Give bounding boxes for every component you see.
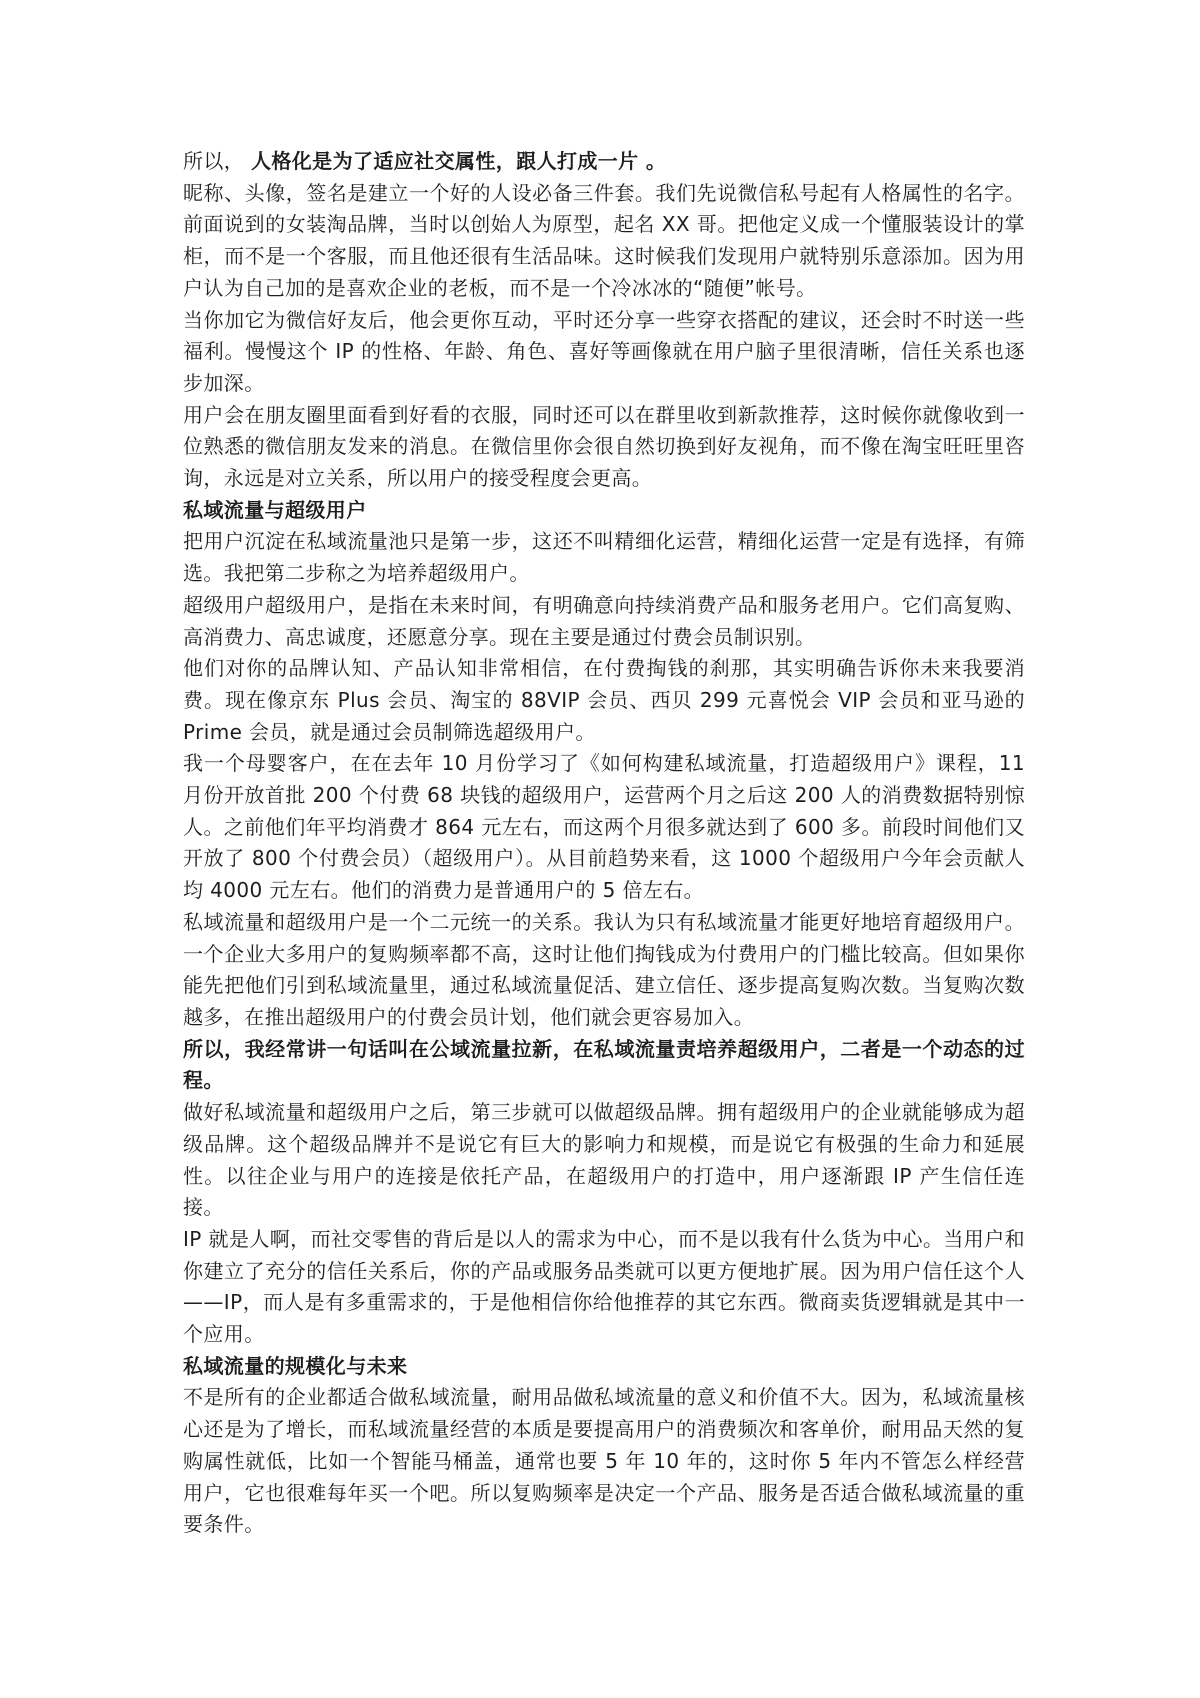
paragraph: IP 就是人啊，而社交零售的背后是以人的需求为中心，而不是以我有什么货为中心。当用户和你建立了充分的信任关系后，你的产品或服务品类就可以更方便地扩展。因为用户信任这个人——IP，而人是有多重需求的，于是他相信你给他推荐的其它东西。微商卖货逻辑就是其中一个应用。: [183, 1226, 1025, 1347]
paragraph: 不是所有的企业都适合做私域流量，耐用品做私域流量的意义和价值不大。因为，私域流量核心还是为了增长，而私域流量经营的本质是要提高用户的消费频次和客单价，耐用品天然的复购属性就低，比如一个智能马桶盖，通常也要 5 年 10 年的，这时你 5 年内不管怎么样经营用户，它也很难每年买一个吧。所以复购频率是决定一个产品、服务是否适合做私域流量的重要条件。: [183, 1385, 1025, 1537]
bold-statement: 人格化是为了适应社交属性，跟人打成一片 。: [250, 149, 667, 173]
paragraph: 用户会在朋友圈里面看到好看的衣服，同时还可以在群里收到新款推荐，这时候你就像收到一位熟悉的微信朋友发来的消息。在微信里你会很自然切换到好友视角，而不像在淘宝旺旺里咨询，永远是对立关系，所以用户的接受程度会更高。: [183, 402, 1025, 491]
paragraph: 超级用户超级用户，是指在未来时间，有明确意向持续消费产品和服务老用户。它们高复购、高消费力、高忠诚度，还愿意分享。现在主要是通过付费会员制识别。: [183, 592, 1025, 649]
section-heading: 私域流量与超级用户: [183, 497, 367, 522]
document-body: [183, 146, 1025, 1541]
paragraph: 当你加它为微信好友后，他会更你互动，平时还分享一些穿衣搭配的建议，还会时不时送一些福利。慢慢这个 IP 的性格、年龄、角色、喜好等画像就在用户脑子里很清晰，信任关系也逐步加深。: [183, 307, 1025, 395]
paragraph: 做好私域流量和超级用户之后，第三步就可以做超级品牌。拥有超级用户的企业就能够成为超级品牌。这个超级品牌并不是说它有巨大的影响力和规模，而是说它有极强的生命力和延展性。以往企业与用户的连接是依托产品，在超级用户的打造中，用户逐渐跟 IP 产生信任连接。: [183, 1100, 1025, 1220]
paragraph-intro: [183, 146, 1025, 178]
paragraph: 他们对你的品牌认知、产品认知非常相信，在付费掏钱的刹那，其实明确告诉你未来我要消费。现在像京东 Plus 会员、淘宝的 88VIP 会员、西贝 299 元喜悦会 VIP 会员和亚马逊的 Prime 会员，就是通过会员制筛选超级用户。: [183, 656, 1025, 744]
bold-statement: 所以，我经常讲一句话叫在公域流量拉新，在私域流量责培养超级用户，二者是一个动态的过程。: [183, 1036, 1025, 1093]
section-heading: 私域流量的规模化与未来: [183, 1353, 408, 1378]
paragraph: 我一个母婴客户，在在去年 10 月份学习了《如何构建私域流量，打造超级用户》课程，11 月份开放首批 200 个付费 68 块钱的超级用户，运营两个月之后这 200 人的消费数据特别惊人。之前他们年平均消费才 864 元左右，而这两个月很多就达到了 600 多。前段时间他们又开放了 800 个付费会员）（超级用户）。从目前趋势来看，这 1000 个超级用户今年会贡献人均 4000 元左右。他们的消费力是普通用户的 5 倍左右。: [183, 751, 1025, 903]
paragraph: 把用户沉淀在私域流量池只是第一步，这还不叫精细化运营，精细化运营一定是有选择，有筛选。我把第二步称之为培养超级用户。: [183, 529, 1025, 586]
paragraph-lead: 所以，: [183, 149, 245, 173]
paragraph: 昵称、头像，签名是建立一个好的人设必备三件套。我们先说微信私号起有人格属性的名字。前面说到的女装淘品牌，当时以创始人为原型，起名 XX 哥。把他定义成一个懂服装设计的掌柜，而不是一个客服，而且他还很有生活品味。这时候我们发现用户就特别乐意添加。因为用户认为自己加的是喜欢企业的老板，而不是一个冷冰冰的“随便”帐号。: [183, 180, 1025, 300]
paragraph: 私域流量和超级用户是一个二元统一的关系。我认为只有私域流量才能更好地培育超级用户。一个企业大多用户的复购频率都不高，这时让他们掏钱成为付费用户的门槛比较高。但如果你能先把他们引到私域流量里，通过私域流量促活、建立信任、逐步提高复购次数。当复购次数越多，在推出超级用户的付费会员计划，他们就会更容易加入。: [183, 909, 1025, 1029]
